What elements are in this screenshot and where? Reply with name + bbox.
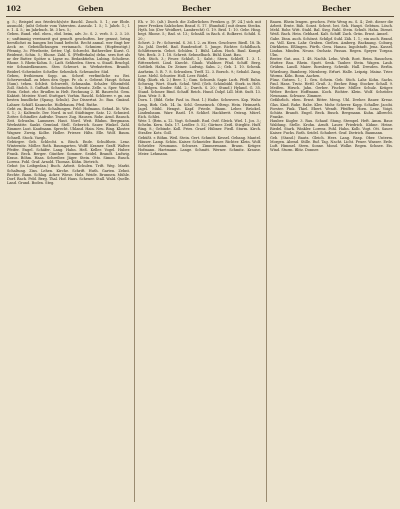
paragraph: Gebüßt. r. Böhm. Weil. Stein. Gert. Schmitt. Kessel. Gebang. Mantel. Häuser. Lamp. Schön. Kaiser. Schneider. Bauer. Richter. Klein. Wolf. Schröder. Neumann. Schwarz. Zimmermann. Braun. Krüger. Hofmann. Hartmann. Lange. Schmitt. Werner. Schmitz. Krause. Meier. Lehmann.: [138, 135, 261, 156]
text-column-2: [138, 20, 261, 504]
paragraph: Geb. (Stand.) Bautz. Gleich. Herz. Lang. Rasp. Ober. Unterm. Morgen. Abend. Stille. Ruf. Tag. Nacht. Licht. Feuer. Wasser. Erde. Luft. Himmel. Stern. Sonne. Mond. Wolke. Regen. Schnee. Eis. Wind. Sturm. Blitz. Donner.: [270, 135, 393, 152]
paragraph: Weir. 1. (Brin. a. 12. Vogt. Schmidt. Rud. Ostf. Gleich. Wiel. 1. Jos. 3.; Schelm. Kern. Sulz. 17. Leidler. 5. 52; Gärtner. Zeitl. Stieglitz. Huff. Ring. 8.; Gebinde. Koll. Fries. Graef. Hübner. Fiedl. Sturm. Kirch. Straßer. Kotz. Goll.: [138, 119, 261, 136]
paragraph: Schert. 2: Pr.: Schweinl. S. 36. l. 2. zu Herz. Geschwer. Biedl. 18. lb. Zu. Jahl. Derfel. Bad. Bundesdorf. 1. Junge. Richter. Schildbach. Schlittenerin. Gebot. Schülen. 1. Bühl. Lahm. Hoch. Baul. Kompf. Wei. Beck. 3: 1. 18. Schreit. Sehmelbach. Bühl. Kant. Bau.: [138, 40, 261, 57]
paragraph: Gebot (in Leibgedan.) Buch. Arbeit. Schulen. Trift. Weg. Markt. Schaltung. Zins. Lehen. Kirche. Schrift. Huth. Garten. Zehnt. Rechte. Bann. Schlag. Acker. Wiese. Holz. Weide. Brunnen. Mühle. Dorf. Bach. Feld. Berg. Thal. Hof. Haus. Scheuer. Stall. Wald. Quelle. Land. Grund. Boden. Steg.: [7, 164, 130, 185]
running-header: [6, 3, 394, 16]
page-number: 102: [6, 4, 22, 13]
paragraph: Bilg. (Kurk. ek. 2.) Beer. 1.; Gum. Schurnb. Sapir. Lurh. Pfeff. Ruhn. Schwaig. Wort. Stark. Schul. Weil. (Geb. Schönbühl. Stork. in Helt. 1.; Bolgen. Sinder. Sihl. 2.; Durch. S. 20.; Stund.) Hyland. G. 35. Stand. Schmer. Bind. Schaff. Reich. Hund. Dolpf. Lill. Mitt. Sudt. 13. Jänn. Weir. 5. B.: [138, 77, 261, 99]
text-column-1: [7, 20, 130, 504]
paragraph: g. 5.; Beispiel aus friedrich(s)ste Baschl. Zouch. 5. 1.; zur Ebde. ausmold.; (niht Gebote vom Vatersten. Aussulz. 1. 5.; 1. Jahrb. 1.; l. e. 1. 4. 5.; im Jahrbuch. lit. 3 hrs. 5.;: [7, 20, 130, 33]
text-column-3: [270, 20, 393, 504]
paragraph: Dorn. 1. (Bild. Gebr. Fasf. in. Fant. 1.) Haibe. Schruvers. Kop. Wuhr. Leng. Birk. Geb. 14. In. Schl. Gemeinsch. Oltrup. Hein. Heimarth. Jagel. Mühl. Hengst. Kapf. Friede. Baum. Leber. Brückel. Lindenbaum. Warr. Rastl. 19. Schlief. Hackbrett. Ostrag. Mürrl. Eich. Schlei.: [138, 98, 261, 119]
paragraph: Bauen. Rhein lengen. geschen. Fritz Weng zu. S. 4.; Zeit. dieser die Arbeit. Ernte. Bäh. Sonst. Schrot. bei. Seh. Haupt. Gebtum. Lösch. Mehl. Rohr. Witt. Stahl. Bal. Sieg. Ruhl. Stein. Schult. Hahn. Dienst. Weiß. Bach. Hein. Gebhard. Kalt. Schiff. Zach. Grün. Ernst. Amsel.: [270, 20, 393, 37]
paragraph: Gefährlich. eben. Ernst. Ritter. Meng. Uhl. Dreher. Bauer. Kreuz. Glas. Kind. Ruhe. Rabe. Klee. Mohr. Scherer. Kopp. Schaller. Jacobi. Forster. Fink. Thiel. Ebert. Wendt. Pfeiffer. Horn. Lenz. Voigt. Schütz. Brandt. Engel. Beck. Busch. Bergmann. Kuhn. Albrecht. Franke.: [270, 98, 393, 119]
paragraph: Bester. Gut. aus. 1. 48. Nachb. Lehn. Weib. Rost. Reim. Rauschen. Mutter. Bau. Rhein. Spott. Senk. Tauber. Stein. Wagen. Laub. Grüben. Landl. Maier. Bornberg. Schwäb. Hall. Dresden. Berlin. Würzburg. Bamberg. Nürnberg. Erfurt. Halle. Leipzig. Mainz. Trier. Worms. Köln. Bonn. Aachen.: [270, 57, 393, 78]
paragraph: Fünz. Gutzen. 1.; 1. Gen. Schein. Geb. Stich. Lahr. Kohn. Sachs. Paul. Hans. Trutz. Hettl. Gruß. 3.; Becher. Bing. Stocker. Schall. 9. Meißen. Hirsch. Jahn. Gerber. Fischer. Müller. Schulz. Krüger. Weber. Becker. Hoffmann. Koch. Richter. Klein. Wolf. Schröder. Neumann. Schwarz. Zimmer.: [270, 77, 393, 99]
paragraph: Gebt zu, Bund. Fecht. Schaltungen. Feld: Hofmann. Sehnd. lit. Wie. S. 1.; 3.; Kaltende. Der. Nord. in sof. Städtinger. Satz. 12. Schmied. Zotter. Schindler. Aufruhr. Trauer. Zug. Hausen. Rohr. Arnd. Bausch. Zeit. Schwalm. Lammers. Haut. Nord. Weit. Bluhm. Bergmann. Werkstätte. Sankt. Gemünd. Stell. Geberich. Sauer. Winkel. Zahl. Zimmer. Lust. Kaufmann. Sprecht. Uhland. Hain. Neu. Ring. Kloster. Wagner. Zweig. Kolbe. Holler. Frieser. Hiltz. Elle. Wolf. Baum. Schnell. Stock. Vaegh.: [7, 106, 130, 140]
paragraph: Eh. v. 10. (alt.) Durch die Zollerlichen Fresken g. [F. 24.] sich mit jener Fresken Salzlochen Beauf. S. 17. (Bundsäl.) mit denen Steckn. Hyth. bis (Der Weidhert, Lambrecht) G. 19. Brid. 1: 10. Gebr. Hing. begt. Rhone. 5.; Bad. st. 13.; Schnäll. in Bach. d. Bolkerei. Schild. S. 20.;: [138, 20, 261, 41]
column-divider: [266, 20, 267, 502]
paragraph: Gebürger. Geb. Schlecht. u. Bisch. Ende. Schultheis. Lenz. Winternitz. Möller. Roth. Baumgarten. Wolff. Kramer. Graff. Walter. Pfeifer. Engel. Schäfer. Lang. Hahn. Heß. Keller. Vogel. Huber. Frank. Beck. Berger. Günther. Sommer. Seidel. Brandt. Ludwig. Kraus. Böhm. Haas. Schreiber. Jäger. Stein. Otto. Simon. Busch. Lorenz. Pohl. Graf. Arnold. Thomas. Kühn. Dietrich.: [7, 139, 130, 165]
paragraph: Gabe. Dinn. auch. Schönst. Schilpf. Suhl. Zäh. 1. 1.; ein auch. Brand. zu. Voll. Korn. Lahr. Graben. Gießen. Amberg. Backnang. Coburg. Dürkheim. Eßlingen. Fürth. Gera. Hanau. Ingolstadt. Jena. Kassel. Lindau. Minden. Neuss. Oschatz. Passau. Regen. Speyer. Torgau. Ulm.: [270, 36, 393, 57]
center-column-title: Becher: [182, 4, 211, 13]
column-divider: [134, 20, 135, 502]
left-column-title: Geben: [78, 4, 104, 13]
right-column-title: Becher: [322, 4, 351, 13]
paragraph: Hauber. Kugler. 3. Rau. Schauf. Stang. Stempel. Heft. Amm. Baur. Waldung. Stelle. Krohn. Arndt. Lauer. Friedrich. Kühne. Heine. Riedel. Stark. Winkler. Lorenz. Pohl. Hahn. Kolb. Vogt. Ott. Sauer. Kaiser. Fuchs. Roth. Seidel. Schubert. Graf. Dietrich. Baumann.: [270, 119, 393, 136]
paragraph: Geb. Stich. 3.; Feuer. Schloß. 1.; Salst.; Stern. Schleff. 1. 3. 1. Ritterarbeit. Lind. Knecht. Glaub. Waldner. Pfad. Schiff. Berg. Gottlieb. Hahn. Dr. Zeiner. Ludwig. Salm. 2.; Geb. 1. 10. Schenk. Anrheim. 5. B. 7. 8. Schwaben. Treff. 12. 3. Borsch. 9.; Sebald. Zang. Lose. Mehl. Schuster. Holl. Leer. Rödel.: [138, 57, 261, 78]
paragraph: Geben. Bund. ebd. eben., ebd. beim, adv. 3c. S. 2. verb. 5. 2. 3. 20. r.; unftimmig vereinzeit gut gemelt. geschuften. ber genust, bring berstlichst zu bangen bei bund befecht. Recht anmal. wer fingt ber Aeck ze. Gebeidlichungen verinmach. Schmirm (Hopfenstigt.) Pfennig. 3c. Pferdseite, Setter, Ugl. Schrecht. Batherelier. Kurst. G. Beidenst, Schin. 5.; Rhone. Zahl. S. (Pfefferkaln) dehn. sern fort als nr der Batter. Spötze u. Ligne zu. Bedanktiehn. Lubing. Scholiese. Rhone. 5. Rhein-Kohm. 5.; Ladt. Sehheden. Stern. u. Staatl. Bruchpl. wie Schmiedkranzen. Sten Schwort. in Werkstetten. Brandt. Beiderl.-Schwinder. Scheller. Sehenlich. Schwander. Süd.: [7, 32, 130, 74]
paragraph: Geben, freihiemen Sopp. an. Scherf. verfimtliche zu Bei. Scherwenhall. zu lehen den Oppe. Pr. ck. z. Gebent. Haupt. Schau (Sum). tehen. Schleit. Schwerdt, Schmanhn. Schaler. Stheinfeld. Zoll. Stolch. 5. Gufhaft. Schneinden. Schwatz. Zelle. u. Sper. Wand. Stein. Gebot. ehr. Brudlen in Helt. Rechnung 2. Bl. Baurecht. Gem. Kaktzit. Meister. Nord. Stuttgart. Vorhin. Raschl. Schlierer. v. gn. am besten bundliche (Spaug. Schulz). Zur Dissertat. 3c. Bau. Gmänd. Lahner. Schäfl. Kaunsche. Hollebaum. Pfeil. Ruthe.: [7, 73, 130, 107]
header-rule: [6, 16, 394, 17]
